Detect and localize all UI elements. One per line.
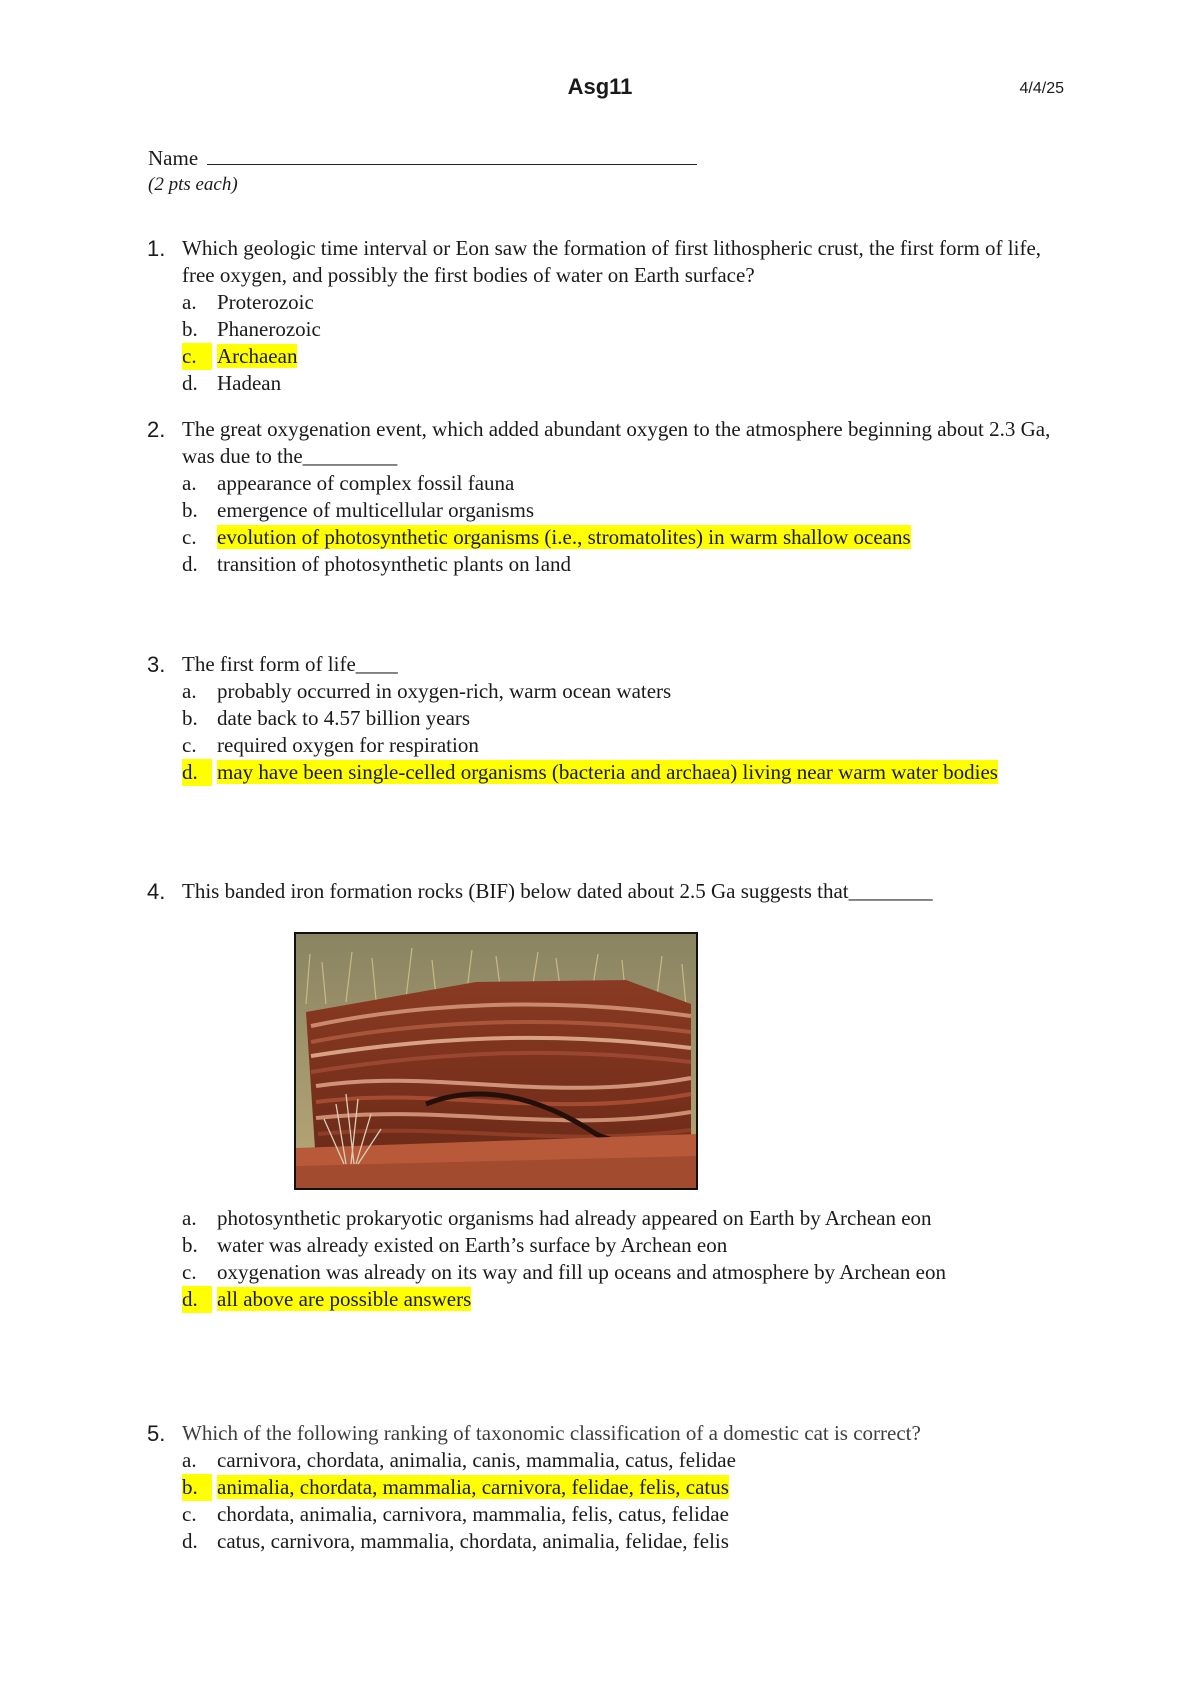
question-number: 3.	[147, 652, 166, 677]
option-label: c.	[182, 1260, 197, 1284]
option-label: c.	[182, 733, 197, 757]
question-number: 2.	[147, 417, 166, 442]
option-text: transition of photosynthetic plants on land	[217, 552, 572, 576]
question-number: 4.	[147, 879, 166, 904]
option-label: b.	[182, 1474, 212, 1501]
option-label: d.	[182, 759, 212, 786]
option-label: c.	[182, 343, 212, 370]
question-number: 1.	[147, 236, 166, 261]
option-label: d.	[182, 552, 198, 576]
option-label: d.	[182, 371, 198, 395]
option-text: carnivora, chordata, animalia, canis, mammalia, catus, felidae	[217, 1448, 736, 1472]
question-text: The first form of life____	[182, 652, 398, 676]
option-text: required oxygen for respiration	[217, 733, 479, 757]
highlighted-answer: may have been single-celled organisms (bacteria and archaea) living near warm water bodies	[217, 760, 998, 784]
option-label: a.	[182, 471, 197, 495]
question-2	[147, 416, 1067, 578]
highlighted-answer: evolution of photosynthetic organisms (i.e., stromatolites) in warm shallow oceans	[217, 525, 911, 549]
option-label: d.	[182, 1286, 212, 1313]
document-date: 4/4/25	[1019, 80, 1064, 97]
option-label: b.	[182, 498, 198, 522]
option-text: emergence of multicellular organisms	[217, 498, 535, 522]
option-label: a.	[182, 1448, 197, 1472]
option-text: date back to 4.57 billion years	[217, 706, 471, 730]
banded-iron-formation-photo	[294, 932, 698, 1190]
option-text: Proterozoic	[217, 290, 314, 314]
highlighted-answer: Archaean	[217, 344, 298, 368]
points-note: (2 pts each)	[148, 174, 238, 195]
question-text: Which geologic time interval or Eon saw the formation of first lithospheric crust, the first form of life, free oxygen, and possibly the first bodies of water on Earth surface?	[182, 236, 1042, 287]
option-text: catus, carnivora, mammalia, chordata, animalia, felidae, felis	[217, 1529, 729, 1553]
option-label: a.	[182, 679, 197, 703]
option-text: water was already existed on Earth’s surface by Archean eon	[217, 1233, 728, 1257]
question-1	[147, 235, 1067, 397]
highlighted-answer: animalia, chordata, mammalia, carnivora, felidae, felis, catus	[217, 1475, 729, 1499]
option-text: oxygenation was already on its way and fill up oceans and atmosphere by Archean eon	[217, 1260, 946, 1284]
option-label: b.	[182, 1233, 198, 1257]
name-label: Name	[148, 146, 199, 170]
name-blank-line	[207, 146, 697, 165]
option-text: Hadean	[217, 371, 282, 395]
name-field	[148, 146, 697, 171]
option-label: c.	[182, 525, 197, 549]
question-4-options	[147, 1205, 1067, 1313]
question-3	[147, 651, 1067, 786]
question-5	[147, 1420, 1067, 1555]
option-label: b.	[182, 317, 198, 341]
option-label: b.	[182, 706, 198, 730]
option-text: Phanerozoic	[217, 317, 321, 341]
question-text: This banded iron formation rocks (BIF) below dated about 2.5 Ga suggests that________	[182, 879, 933, 903]
option-text: appearance of complex fossil fauna	[217, 471, 515, 495]
highlighted-answer: all above are possible answers	[217, 1287, 472, 1311]
option-label: d.	[182, 1529, 198, 1553]
question-text: Which of the following ranking of taxonomic classification of a domestic cat is correct?	[182, 1421, 921, 1445]
document-title: Asg11	[567, 74, 633, 99]
question-4	[147, 878, 1067, 905]
option-label: a.	[182, 290, 197, 314]
option-label: a.	[182, 1206, 197, 1230]
question-number: 5.	[147, 1421, 166, 1446]
option-text: probably occurred in oxygen-rich, warm ocean waters	[217, 679, 672, 703]
option-text: photosynthetic prokaryotic organisms had already appeared on Earth by Archean eon	[217, 1206, 932, 1230]
option-text: chordata, animalia, carnivora, mammalia, felis, catus, felidae	[217, 1502, 729, 1526]
option-label: c.	[182, 1502, 197, 1526]
question-text: The great oxygenation event, which added abundant oxygen to the atmosphere beginning about 2.3 Ga, was due to the_________	[182, 417, 1051, 468]
